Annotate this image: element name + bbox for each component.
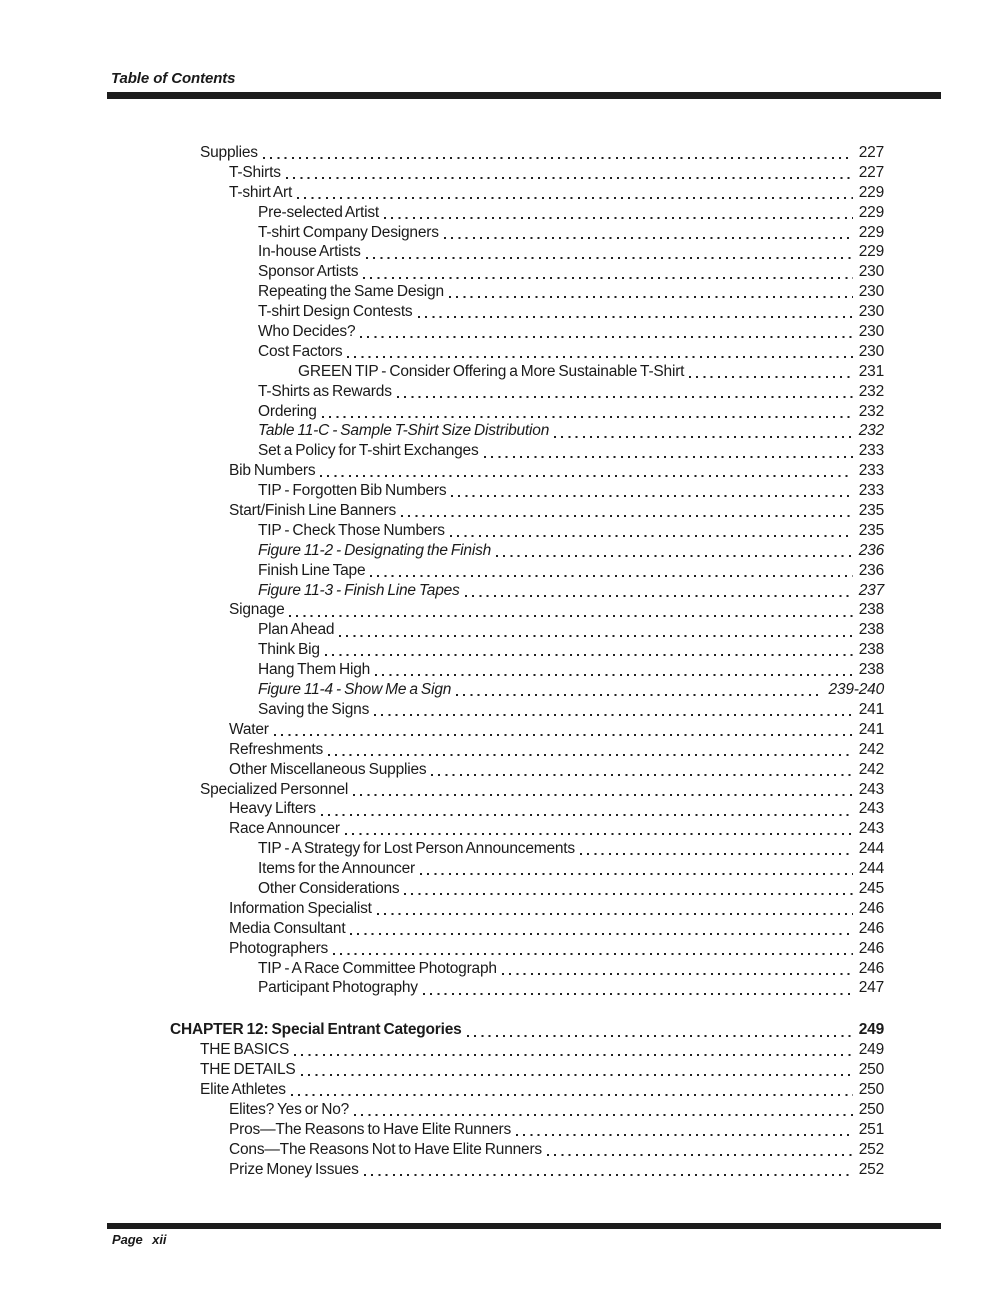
toc-entry-label: Signage: [229, 601, 285, 619]
toc-entry-page: 237: [858, 581, 884, 599]
toc-entry: [170, 581, 884, 601]
toc-entry: [170, 262, 884, 282]
toc-entry: [170, 1120, 884, 1140]
toc-entry: [170, 1140, 884, 1160]
dot-leader: [397, 382, 853, 402]
toc-entry: [170, 600, 884, 620]
dot-leader: [449, 282, 853, 302]
toc-entry: [170, 481, 884, 501]
toc-entry: [170, 342, 884, 362]
toc-entry: [170, 541, 884, 561]
dot-leader: [322, 402, 853, 422]
dot-leader: [431, 760, 852, 780]
toc-entry-label: Think Big: [258, 641, 320, 659]
toc-entry-page: 235: [858, 521, 884, 539]
dot-leader: [363, 262, 852, 282]
toc-entry: [170, 819, 884, 839]
dot-leader: [354, 1100, 853, 1120]
toc-entry: [170, 879, 884, 899]
toc-entry-page: 243: [858, 820, 884, 838]
toc-entry-page: 233: [858, 482, 884, 500]
dot-leader: [328, 740, 853, 760]
toc-entry-page: 249: [858, 1021, 884, 1039]
toc-entry: [170, 978, 884, 998]
toc-entry-label: GREEN TIP - Consider Offering a More Sustainable T-Shirt: [298, 362, 685, 380]
dot-leader: [301, 1060, 853, 1080]
header-rule: [107, 92, 941, 99]
toc-entry-label: Other Miscellaneous Supplies: [229, 760, 427, 778]
dot-leader: [375, 660, 853, 680]
toc-entry-label: Elites? Yes or No?: [229, 1100, 350, 1118]
toc-entry-label: Participant Photography: [258, 979, 418, 997]
dot-leader: [286, 163, 853, 183]
toc-entry: [170, 302, 884, 322]
toc-entry-page: 243: [858, 800, 884, 818]
toc-entry-label: Cons—The Reasons Not to Have Elite Runners: [229, 1140, 542, 1158]
toc-entry-page: 250: [858, 1061, 884, 1079]
toc-entry: [170, 223, 884, 243]
toc-entry-page: 229: [858, 243, 884, 261]
dot-leader: [467, 1020, 853, 1040]
toc-entry-label: TIP - A Race Committee Photograph: [258, 959, 497, 977]
toc-entry-page: 229: [858, 223, 884, 241]
dot-leader: [370, 561, 852, 581]
dot-leader: [350, 919, 852, 939]
page-number-label: Page xii: [112, 1232, 167, 1247]
toc-entry: [170, 282, 884, 302]
dot-leader: [547, 1140, 853, 1160]
toc-entry-page: 239-240: [828, 681, 884, 699]
dot-leader: [320, 461, 852, 481]
toc-entry-page: 229: [858, 183, 884, 201]
toc-entry-page: 238: [858, 661, 884, 679]
toc-entry-page: 246: [858, 959, 884, 977]
footer-rule: [107, 1223, 941, 1229]
toc-entry: [170, 382, 884, 402]
toc-entry-page: 250: [858, 1100, 884, 1118]
toc-entry-label: Saving the Signs: [258, 700, 370, 718]
toc-entry: [170, 242, 884, 262]
toc-entry-page: 243: [858, 780, 884, 798]
dot-leader: [496, 541, 853, 561]
toc-entry-label: Supplies: [200, 144, 258, 161]
toc-entry-label: Who Decides?: [258, 323, 356, 341]
toc-entry-page: 246: [858, 919, 884, 937]
toc-entry-label: Ordering: [258, 402, 317, 420]
toc-entry: [170, 1060, 884, 1080]
toc-entry-label: TIP - Check Those Numbers: [258, 521, 445, 539]
toc-entry-label: Items for the Announcer: [258, 860, 415, 878]
dot-leader: [345, 819, 853, 839]
toc-entry-label: Hang Them High: [258, 661, 371, 679]
toc-entry-page: 246: [858, 939, 884, 957]
toc-chapter-entry: [170, 1020, 884, 1040]
toc-entry: [170, 183, 884, 203]
toc-entry-page: 232: [858, 402, 884, 420]
dot-leader: [423, 978, 853, 998]
toc-entry-page: 236: [858, 541, 884, 559]
toc-entry-page: 238: [858, 621, 884, 639]
dot-leader: [366, 242, 853, 262]
toc-entry-label: Finish Line Tape: [258, 561, 366, 579]
toc-entry-label: CHAPTER 12: Special Entrant Categories: [170, 1021, 462, 1039]
toc-entry: [170, 660, 884, 680]
dot-leader: [321, 799, 853, 819]
toc-entry-page: 230: [858, 283, 884, 301]
toc-entry-page: 251: [858, 1120, 884, 1138]
toc-entry-label: Set a Policy for T-shirt Exchanges: [258, 442, 479, 460]
dot-leader: [291, 1080, 853, 1100]
toc-entry-label: T-shirt Art: [229, 183, 293, 201]
toc-entry-page: 232: [858, 382, 884, 400]
toc-entry-label: Refreshments: [229, 740, 324, 758]
toc-entry: [170, 720, 884, 740]
dot-leader: [294, 1040, 853, 1060]
toc-entry-page: 247: [858, 979, 884, 997]
toc-entry-page: 246: [858, 899, 884, 917]
dot-leader: [689, 362, 852, 382]
dot-leader: [404, 879, 852, 899]
toc-entry-label: Sponsor Artists: [258, 263, 359, 281]
toc-entry: [170, 501, 884, 521]
dot-leader: [516, 1120, 853, 1140]
dot-leader: [360, 322, 852, 342]
toc-entry-page: 235: [858, 502, 884, 520]
toc-entry-label: Pre-selected Artist: [258, 203, 379, 221]
toc-entry-label: Table 11-C - Sample T-Shirt Size Distribution: [258, 422, 550, 440]
dot-leader: [374, 700, 853, 720]
toc-entry-label: Information Specialist: [229, 899, 372, 917]
toc-entry-label: Figure 11-3 - Finish Line Tapes: [258, 581, 460, 599]
toc-entry-page: 233: [858, 442, 884, 460]
toc-entry-page: 242: [858, 760, 884, 778]
toc-entry-page: 230: [858, 303, 884, 321]
toc-entry-label: Figure 11-4 - Show Me a Sign: [258, 681, 452, 699]
toc-entry-page: 244: [858, 860, 884, 878]
toc-entry-page: 230: [858, 263, 884, 281]
dot-leader: [484, 441, 853, 461]
toc-entry: [170, 163, 884, 183]
toc-entry: [170, 561, 884, 581]
toc-entry-page: 227: [858, 144, 884, 161]
dot-leader: [401, 501, 853, 521]
toc-entry-label: Race Announcer: [229, 820, 340, 838]
dot-leader: [377, 899, 853, 919]
toc-entry-page: 233: [858, 462, 884, 480]
toc-entry-label: Specialized Personnel: [200, 780, 349, 798]
toc-entry: [170, 859, 884, 879]
dot-leader: [451, 481, 852, 501]
toc-entry-label: T-shirt Company Designers: [258, 223, 439, 241]
toc-entry-label: Plan Ahead: [258, 621, 335, 639]
toc-entry: [170, 919, 884, 939]
toc-entry-page: 238: [858, 601, 884, 619]
dot-leader: [333, 939, 853, 959]
toc-entry-page: 245: [858, 879, 884, 897]
dot-leader: [364, 1160, 853, 1180]
toc-entry: [170, 402, 884, 422]
toc-entry-label: THE BASICS: [200, 1041, 290, 1059]
toc-entry: [170, 1080, 884, 1100]
toc-entry-page: 242: [858, 740, 884, 758]
toc-entry-page: 230: [858, 323, 884, 341]
toc-entry-label: Pros—The Reasons to Have Elite Runners: [229, 1120, 512, 1138]
toc-entry-page: 241: [858, 720, 884, 738]
toc-entry-label: Other Considerations: [258, 879, 400, 897]
toc-entry-label: Water: [229, 720, 269, 738]
dot-leader: [274, 720, 853, 740]
dot-leader: [465, 581, 853, 601]
toc-entry: [170, 839, 884, 859]
toc-entry-label: Elite Athletes: [200, 1080, 286, 1098]
toc-entry-page: 241: [858, 700, 884, 718]
dot-leader: [554, 421, 853, 441]
toc-entry-label: Repeating the Same Design: [258, 283, 444, 301]
toc-entry: [170, 1040, 884, 1060]
toc-entry-label: In-house Artists: [258, 243, 361, 261]
toc-entry: [170, 640, 884, 660]
dot-leader: [339, 620, 852, 640]
toc-entry-page: 252: [858, 1160, 884, 1178]
toc-entry: [170, 740, 884, 760]
toc-entry-label: Start/Finish Line Banners: [229, 502, 397, 520]
toc-entry: [170, 959, 884, 979]
toc-entry: [170, 760, 884, 780]
toc-entry: [170, 939, 884, 959]
toc-entry-label: Media Consultant: [229, 919, 346, 937]
toc-entry-label: Prize Money Issues: [229, 1160, 359, 1178]
dot-leader: [456, 680, 822, 700]
toc-entry-page: 231: [858, 362, 884, 380]
dot-leader: [420, 859, 853, 879]
dot-leader: [297, 183, 853, 203]
toc-entry-label: T-Shirts: [229, 163, 281, 181]
dot-leader: [580, 839, 853, 859]
toc-entry: [170, 899, 884, 919]
dot-leader: [502, 959, 853, 979]
toc-entry-page: 244: [858, 840, 884, 858]
toc-entry: [170, 700, 884, 720]
toc-entry-label: Cost Factors: [258, 342, 343, 360]
toc-entry: [170, 461, 884, 481]
toc-entry-label: TIP - A Strategy for Lost Person Announcements: [258, 840, 575, 858]
toc-entry-label: THE DETAILS: [200, 1061, 296, 1079]
toc-entry-page: 236: [858, 561, 884, 579]
toc-entry-label: T-shirt Design Contests: [258, 303, 413, 321]
toc-entry-label: Figure 11-2 - Designating the Finish: [258, 541, 492, 559]
toc-entry: [170, 620, 884, 640]
toc-entry-label: T-Shirts as Rewards: [258, 382, 392, 400]
dot-leader: [347, 342, 852, 362]
toc-entry-label: Bib Numbers: [229, 462, 316, 480]
toc-entry: [170, 1100, 884, 1120]
dot-leader: [450, 521, 853, 541]
dot-leader: [325, 640, 853, 660]
toc-entry-page: 238: [858, 641, 884, 659]
toc-entry: [170, 680, 884, 700]
toc-entry: [170, 521, 884, 541]
toc-entry-label: TIP - Forgotten Bib Numbers: [258, 482, 447, 500]
toc-entry: [170, 362, 884, 382]
toc-entry: [170, 441, 884, 461]
toc-entry-page: 232: [858, 422, 884, 440]
page-header-title: Table of Contents: [111, 70, 236, 87]
toc-entry: [170, 322, 884, 342]
toc-entry-page: 252: [858, 1140, 884, 1158]
toc-entry-page: 229: [858, 203, 884, 221]
toc-entry-label: Heavy Lifters: [229, 800, 316, 818]
toc-entry-page: 250: [858, 1080, 884, 1098]
dot-leader: [444, 223, 853, 243]
toc-entry: [170, 799, 884, 819]
toc-list: [170, 143, 884, 1179]
toc-entry: [170, 780, 884, 800]
toc-entry-page: 249: [858, 1041, 884, 1059]
dot-leader: [384, 203, 853, 223]
toc-entry-page: 230: [858, 342, 884, 360]
toc-entry: [170, 203, 884, 223]
dot-leader: [418, 302, 853, 322]
toc-entry-page: 227: [858, 163, 884, 181]
toc-entry: [170, 143, 884, 163]
dot-leader: [263, 143, 853, 163]
dot-leader: [353, 780, 853, 800]
toc-entry: [170, 1160, 884, 1180]
dot-leader: [289, 600, 852, 620]
toc-entry: [170, 421, 884, 441]
toc-entry-label: Photographers: [229, 939, 329, 957]
